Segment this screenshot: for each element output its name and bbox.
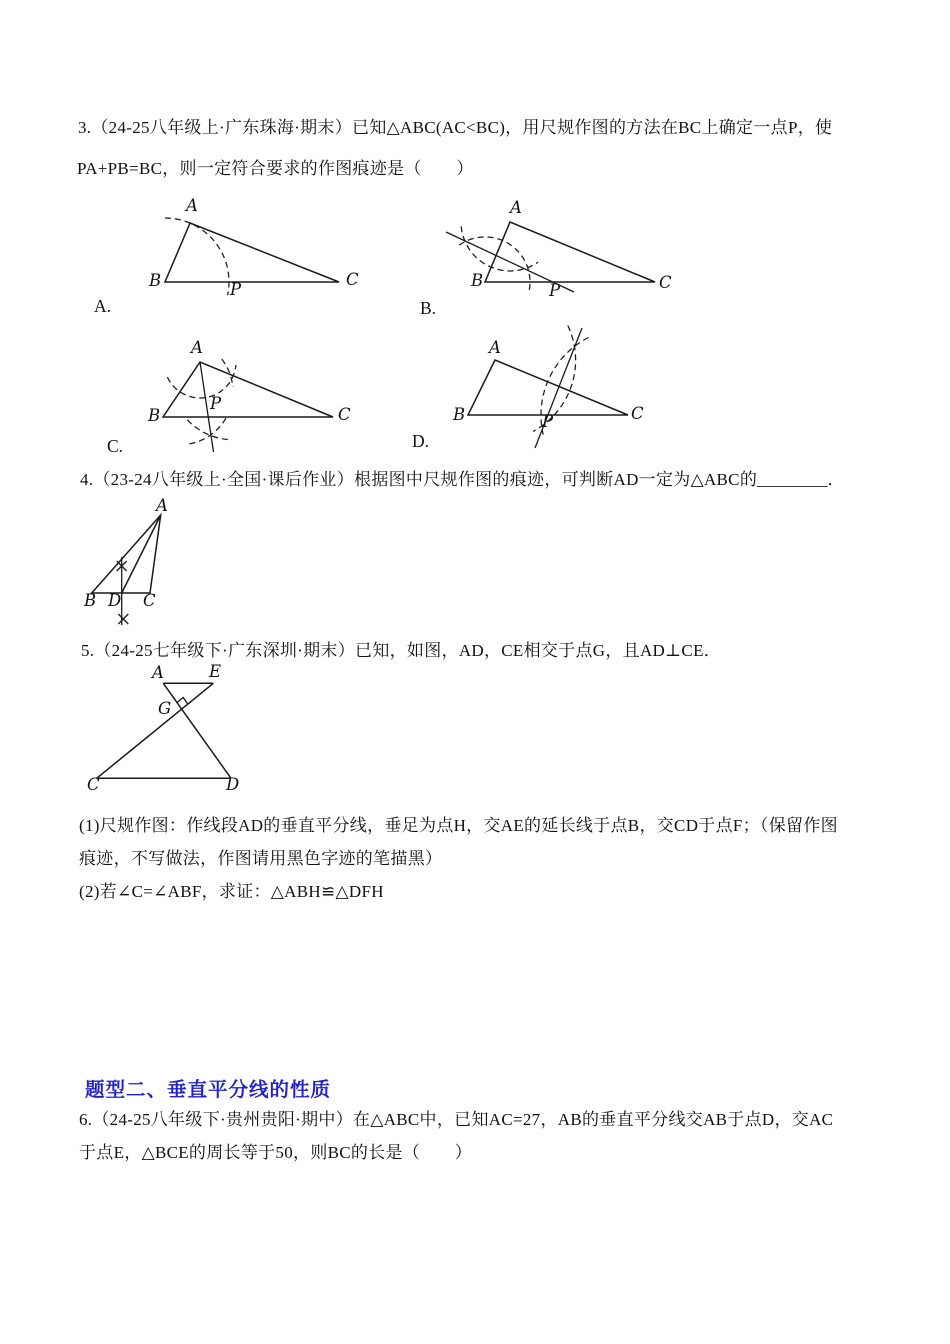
option-d-label: D.: [412, 431, 430, 451]
fig-q5-label-D: D: [226, 775, 240, 794]
fig-a-label-P: P: [230, 280, 242, 299]
q6-line-1: 6.（24-25八年级下·贵州贵阳·期中）在△ABC中，已知AC=27，AB的垂直平分线交AB于点D，交AC: [79, 1110, 834, 1129]
option-b-label: B.: [420, 298, 437, 318]
fig-d-label-B: B: [453, 405, 466, 424]
fig-b-label-P: P: [549, 281, 561, 300]
right-angle-mark: [177, 698, 188, 705]
option-c-label: C.: [107, 436, 124, 456]
fig-q5-label-A: A: [152, 663, 164, 682]
compass-arc: [165, 218, 229, 295]
q4-line-1: 4.（23-24八年级上·全国·课后作业）根据图中尺规作图的痕迹，可判断AD一定为△ABC的________．: [80, 470, 845, 489]
figure-option-b: [420, 195, 740, 327]
section-heading: 题型二、垂直平分线的性质: [85, 1080, 332, 1101]
arc-cross-mark: [118, 614, 128, 624]
compass-arc: [189, 418, 226, 444]
fig-b-label-A: A: [510, 198, 522, 217]
figure-option-a: [90, 195, 410, 322]
q3-line-2: PA+PB=BC，则一定符合要求的作图痕迹是（ ）: [77, 159, 474, 178]
fig-d-label-A: A: [489, 338, 501, 357]
q3-line-1: 3.（24-25八年级上·广东珠海·期末）已知△ABC(AC<BC)，用尺规作图的方法在BC上确定一点P，使: [78, 118, 833, 137]
fig-d-label-P: P: [542, 412, 554, 431]
compass-arc: [459, 237, 530, 294]
fig-a-label-A: A: [186, 196, 198, 215]
fig-c-label-B: B: [148, 406, 161, 425]
q5-part2-line: (2)若∠C=∠ABF，求证：△ABH≌△DFH: [79, 882, 384, 901]
triangle-abc: [485, 222, 655, 282]
fig-d-label-C: C: [631, 404, 644, 423]
fig-q5-label-E: E: [209, 662, 222, 681]
fig-q4-label-A: A: [156, 496, 168, 515]
fig-q5-label-C: C: [87, 775, 100, 794]
segment-ce: [97, 683, 214, 778]
fig-q5-label-G: G: [158, 699, 172, 718]
fig-c-label-C: C: [338, 405, 351, 424]
compass-arc: [185, 417, 228, 439]
fig-c-label-P: P: [210, 394, 222, 413]
segment-ad: [163, 683, 231, 778]
fig-q4-label-B: B: [84, 591, 97, 610]
figure-option-c: [90, 330, 420, 467]
q5-line-1: 5.（24-25七年级下·广东深圳·期末）已知，如图，AD，CE相交于点G，且AD⊥CE．: [81, 641, 722, 660]
triangle-abc: [163, 362, 333, 417]
fig-q4-label-D: D: [108, 591, 122, 610]
q5-part1-line-2: 痕迹，不写做法，作图请用黑色字迹的笔描黑）: [79, 849, 443, 868]
figure-option-d: [430, 325, 750, 475]
fig-a-label-B: B: [149, 271, 162, 290]
q5-part1-line-1: (1)尺规作图：作线段AD的垂直平分线，垂足为点H，交AE的延长线于点B，交CD于点F；（保留作图: [79, 816, 838, 835]
triangle-abc: [468, 360, 628, 415]
fig-q4-label-C: C: [143, 591, 156, 610]
q6-line-2: 于点E，△BCE的周长等于50，则BC的长是（ ）: [79, 1143, 472, 1162]
triangle-abc: [165, 223, 339, 282]
fig-a-label-C: C: [346, 270, 359, 289]
figure-q4: [75, 496, 205, 635]
fig-b-label-C: C: [659, 273, 672, 292]
fig-c-label-A: A: [191, 338, 203, 357]
fig-b-label-B: B: [471, 271, 484, 290]
triangle-abc: [92, 515, 161, 593]
option-a-label: A.: [94, 296, 112, 316]
